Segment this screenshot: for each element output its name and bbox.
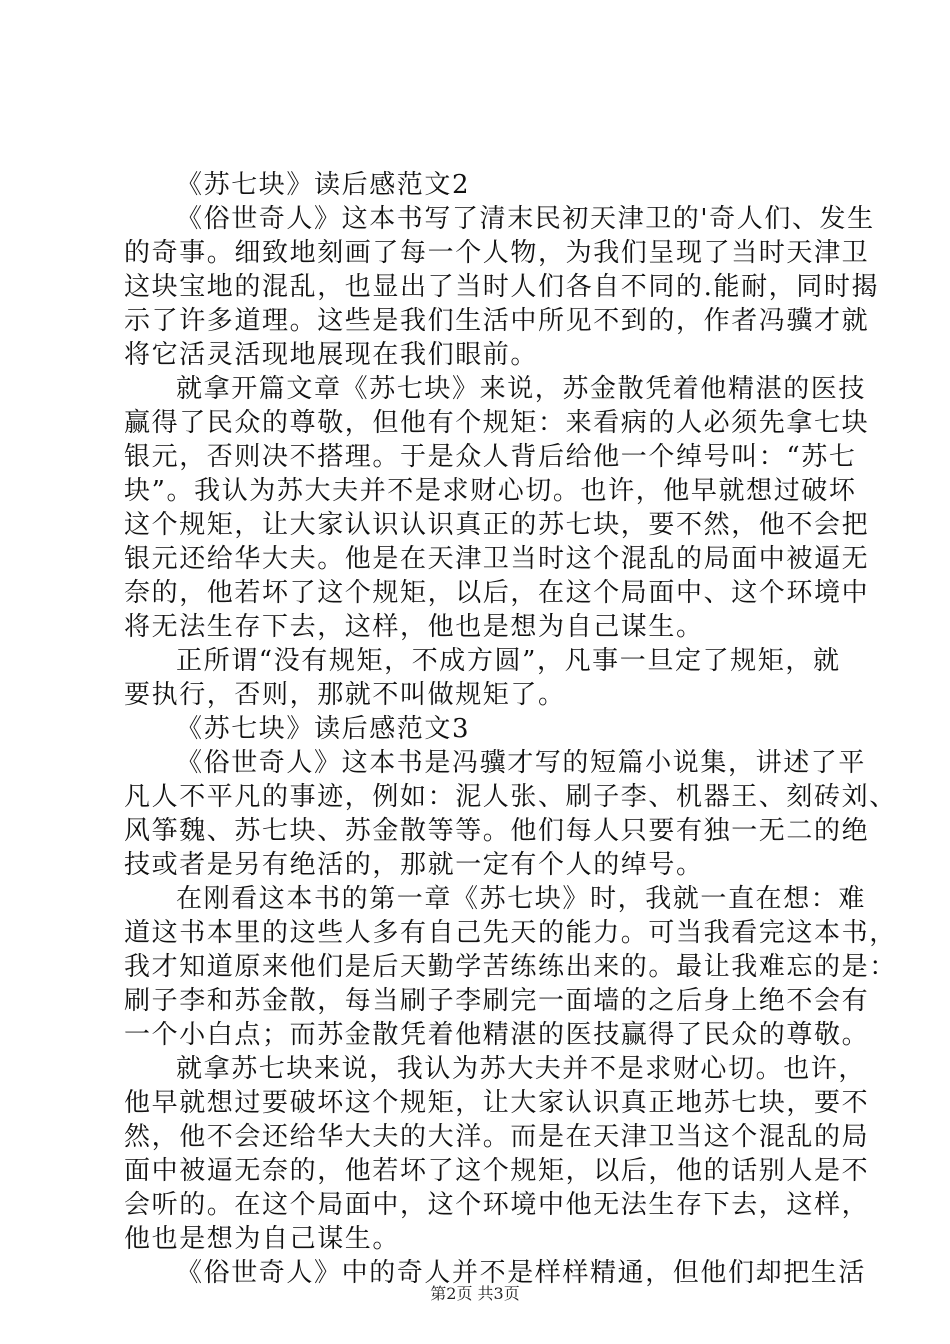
text-line: 《苏七块》读后感范文2: [176, 170, 471, 200]
text-line: 要执行，否则，那就不叫做规矩了。: [124, 680, 566, 710]
text-line: 《俗世奇人》这本书是冯骥才写的短篇小说集，讲述了平: [176, 748, 867, 778]
text-line: 奈的，他若坏了这个规矩，以后，在这个局面中、这个环境中: [124, 578, 870, 608]
text-line: 技或者是另有绝活的，那就一定有个人的绰号。: [124, 850, 704, 880]
text-line: 刷子李和苏金散，每当刷子李刷完一面墙的之后身上绝不会有: [124, 986, 870, 1016]
text-line: 将无法生存下去，这样，他也是想为自己谋生。: [124, 612, 704, 642]
text-line: 这个规矩，让大家认识认识真正的苏七块，要不然，他不会把: [124, 510, 870, 540]
text-line: 《苏七块》读后感范文3: [176, 714, 471, 744]
text-line: 一个小白点；而苏金散凭着他精湛的医技赢得了民众的尊敬。: [124, 1020, 870, 1050]
text-line: 然，他不会还给华大夫的大洋。而是在天津卫当这个混乱的局: [124, 1122, 870, 1152]
text-line: 凡人不平凡的事迹，例如：泥人张、刷子李、机器王、刻砖刘、: [124, 782, 897, 812]
text-line: 块”。我认为苏大夫并不是求财心切。也许，他早就想过破坏: [124, 476, 857, 506]
text-line: 正所谓“没有规矩，不成方圆”，凡事一旦定了规矩，就: [176, 646, 841, 676]
page-footer: 第2页 共3页: [430, 1284, 520, 1303]
text-line: 《俗世奇人》这本书写了清末民初天津卫的'奇人们、发生: [176, 204, 875, 234]
text-line: 就拿苏七块来说，我认为苏大夫并不是求财心切。也许，: [176, 1054, 867, 1084]
text-line: 银元，否则决不搭理。于是众人背后给他一个绰号叫：“苏七: [124, 442, 857, 472]
text-line: 《俗世奇人》中的奇人并不是样样精通，但他们却把生活: [176, 1258, 867, 1288]
text-line: 我才知道原来他们是后天勤学苦练练出来的。最让我难忘的是：: [124, 952, 897, 982]
text-line: 道这书本里的这些人多有自己先天的能力。可当我看完这本书，: [124, 918, 897, 948]
text-line: 示了许多道理。这些是我们生活中所见不到的，作者冯骥才就: [124, 306, 870, 336]
text-line: 将它活灵活现地展现在我们眼前。: [124, 340, 539, 370]
text-line: 在刚看这本书的第一章《苏七块》时，我就一直在想：难: [176, 884, 867, 914]
text-line: 他也是想为自己谋生。: [124, 1224, 401, 1254]
text-line: 他早就想过要破坏这个规矩，让大家认识真正地苏七块，要不: [124, 1088, 870, 1118]
text-line: 银元还给华大夫。他是在天津卫当时这个混乱的局面中被逼无: [124, 544, 870, 574]
document-body: [124, 168, 897, 1290]
text-line: 面中被逼无奈的，他若坏了这个规矩，以后，他的话别人是不: [124, 1156, 870, 1186]
text-line: 赢得了民众的尊敬，但他有个规矩：来看病的人必须先拿七块: [124, 408, 870, 438]
text-line: 的奇事。细致地刻画了每一个人物，为我们呈现了当时天津卫: [124, 238, 870, 268]
text-line: 这块宝地的混乱，也显出了当时人们各自不同的.能耐，同时揭: [124, 272, 880, 302]
text-line: 就拿开篇文章《苏七块》来说，苏金散凭着他精湛的医技: [176, 374, 867, 404]
text-line: 会听的。在这个局面中，这个环境中他无法生存下去，这样，: [124, 1190, 870, 1220]
text-line: 风筝魏、苏七块、苏金散等等。他们每人只要有独一无二的绝: [124, 816, 870, 846]
